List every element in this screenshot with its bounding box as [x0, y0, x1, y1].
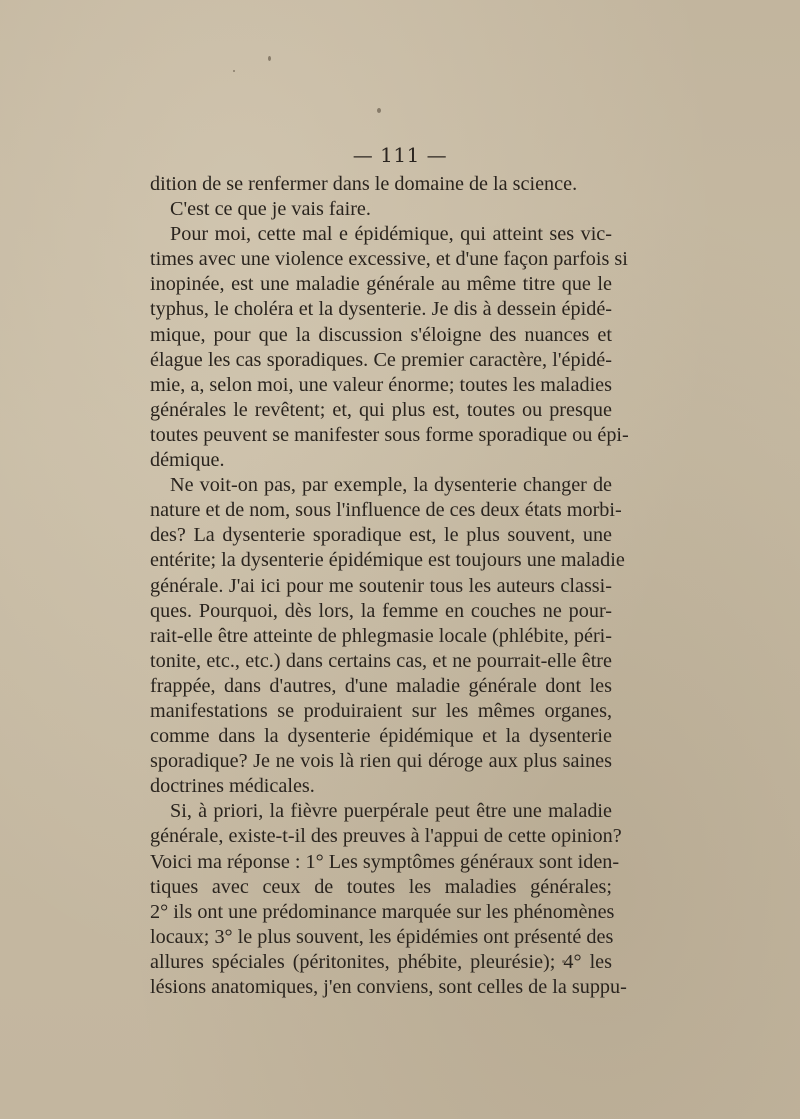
- text-line: frappée, dans d'autres, d'une maladie générale dont les: [150, 674, 612, 697]
- text-line: mique, pour que la discussion s'éloigne des nuances et: [150, 323, 612, 346]
- text-line: Voici ma réponse : 1° Les symptômes généraux sont iden-: [150, 850, 620, 873]
- text-line: rait-elle être atteinte de phlegmasie locale (phlébite, péri-: [150, 624, 612, 647]
- text-line: manifestations se produiraient sur les mêmes organes,: [150, 699, 612, 722]
- text-line: 2° ils ont une prédominance marquée sur les phénomènes: [150, 900, 615, 923]
- text-line: ques. Pourquoi, dès lors, la femme en couches ne pour-: [150, 599, 612, 622]
- body-text: [150, 172, 629, 1000]
- ink-speck: [233, 70, 235, 72]
- text-line: démique.: [150, 449, 225, 472]
- text-line: Ne voit-on pas, par exemple, la dysenterie changer de: [170, 474, 612, 497]
- text-line: doctrines médicales.: [150, 775, 315, 798]
- text-line: sporadique? Je ne vois là rien qui déroge aux plus saines: [150, 750, 612, 773]
- text-line: nature et de nom, sous l'influence de ces deux états morbi-: [150, 499, 622, 522]
- text-line: Pour moi, cette mal e épidémique, qui atteint ses vic-: [170, 223, 612, 246]
- text-line: générales le revêtent; et, qui plus est, toutes ou presque: [150, 398, 612, 421]
- text-line: allures spéciales (péritonites, phébite, pleurésie); 4° les: [150, 950, 612, 973]
- page-number: — 111 —: [352, 143, 448, 167]
- text-line: lésions anatomiques, j'en conviens, sont celles de la suppu-: [150, 976, 627, 998]
- text-line: générale, existe-t-il des preuves à l'appui de cette opinion?: [150, 825, 622, 848]
- text-line: dition de se renfermer dans le domaine de la science.: [150, 173, 578, 195]
- text-line: times avec une violence excessive, et d'une façon parfois si: [150, 248, 628, 271]
- text-line: locaux; 3° le plus souvent, les épidémies ont présenté des: [150, 925, 614, 948]
- text-line: générale. J'ai ici pour me soutenir tous les auteurs classi-: [150, 574, 612, 597]
- text-line: typhus, le choléra et la dysenterie. Je dis à dessein épidé-: [150, 298, 612, 321]
- text-line: tonite, etc., etc.) dans certains cas, et ne pourrait-elle être: [150, 649, 612, 672]
- ink-speck: [268, 56, 271, 61]
- text-line: entérite; la dysenterie épidémique est toujours une maladie: [150, 549, 625, 572]
- text-line: toutes peuvent se manifester sous forme sporadique ou épi-: [150, 423, 629, 446]
- text-line: C'est ce que je vais faire.: [170, 198, 371, 221]
- ink-speck: [377, 108, 381, 113]
- text-line: mie, a, selon moi, une valeur énorme; toutes les maladies: [150, 373, 612, 396]
- text-line: comme dans la dysenterie épidémique et la dysenterie: [150, 725, 612, 748]
- text-line: tiques avec ceux de toutes les maladies générales;: [150, 875, 612, 898]
- text-line: Si, à priori, la fièvre puerpérale peut être une maladie: [170, 800, 612, 823]
- text-line: inopinée, est une maladie générale au même titre que le: [150, 273, 612, 296]
- text-line: élague les cas sporadiques. Ce premier caractère, l'épidé-: [150, 348, 612, 371]
- text-line: des? La dysenterie sporadique est, le plus souvent, une: [150, 524, 612, 547]
